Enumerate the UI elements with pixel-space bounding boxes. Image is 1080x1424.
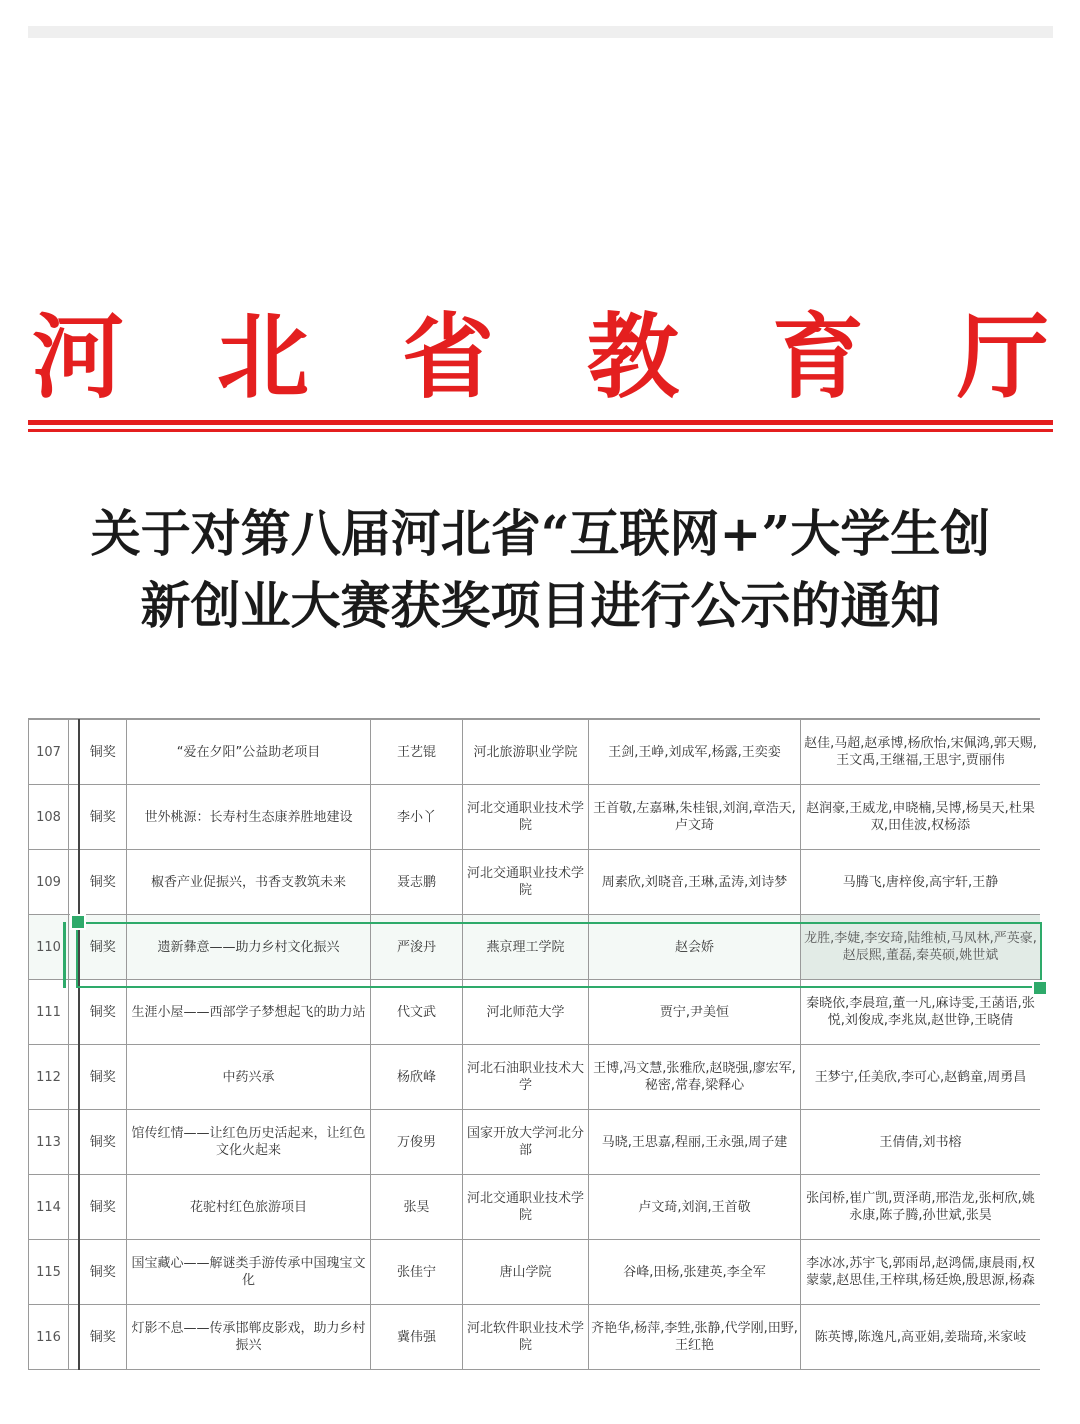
org-char: 省: [401, 303, 494, 411]
award-cell[interactable]: 铜奖: [79, 1045, 127, 1110]
project-cell[interactable]: 生涯小屋——西部学子梦想起飞的助力站: [127, 980, 371, 1045]
members-cell[interactable]: 张闰桥,崔广凯,贾泽萌,邢浩龙,张柯欣,姚永康,陈子腾,孙世斌,张昊: [801, 1175, 1041, 1240]
row-number[interactable]: 109: [29, 850, 69, 915]
table-row[interactable]: [29, 850, 1041, 915]
notice-title-line-1: 关于对第八届河北省“互联网+”大学生创: [90, 504, 991, 563]
row-selection-marker: [63, 922, 66, 988]
advisors-cell[interactable]: 赵会娇: [589, 915, 801, 980]
table-row[interactable]: [29, 1045, 1041, 1110]
row-number[interactable]: 107: [29, 720, 69, 785]
advisors-cell[interactable]: 贾宁,尹美恒: [589, 980, 801, 1045]
gap-cell[interactable]: [69, 1175, 79, 1240]
table-row[interactable]: [29, 915, 1041, 980]
leader-cell[interactable]: 代文武: [371, 980, 463, 1045]
award-cell[interactable]: 铜奖: [79, 785, 127, 850]
school-cell[interactable]: 国家开放大学河北分部: [463, 1110, 589, 1175]
org-char: 育: [771, 303, 864, 411]
org-char: 教: [586, 303, 679, 411]
leader-cell[interactable]: 杨欣峰: [371, 1045, 463, 1110]
school-cell[interactable]: 唐山学院: [463, 1240, 589, 1305]
school-cell[interactable]: 河北旅游职业学院: [463, 720, 589, 785]
advisors-cell[interactable]: 王剑,王峥,刘成军,杨露,王奕娈: [589, 720, 801, 785]
members-cell[interactable]: 赵佳,马超,赵承博,杨欣怡,宋佩鸿,郭天赐,王文禹,王继福,王思宇,贾丽伟: [801, 720, 1041, 785]
row-number[interactable]: 116: [29, 1305, 69, 1370]
project-cell[interactable]: 灯影不息——传承邯郸皮影戏，助力乡村振兴: [127, 1305, 371, 1370]
top-status-bar: [28, 26, 1053, 38]
table-row[interactable]: [29, 1110, 1041, 1175]
gap-cell[interactable]: [69, 785, 79, 850]
school-cell[interactable]: 河北交通职业技术学院: [463, 785, 589, 850]
row-number[interactable]: 112: [29, 1045, 69, 1110]
awards-table: [28, 719, 1040, 1370]
school-cell[interactable]: 河北交通职业技术学院: [463, 850, 589, 915]
advisors-cell[interactable]: 卢文琦,刘润,王首敬: [589, 1175, 801, 1240]
award-cell[interactable]: 铜奖: [79, 720, 127, 785]
members-cell[interactable]: 王梦宁,任美欣,李可心,赵鹤童,周勇昌: [801, 1045, 1041, 1110]
notice-title: [28, 498, 1053, 642]
members-cell[interactable]: 马腾飞,唐梓俊,高宇轩,王静: [801, 850, 1041, 915]
project-cell[interactable]: 椒香产业促振兴，书香支教筑未来: [127, 850, 371, 915]
award-cell[interactable]: 铜奖: [79, 1175, 127, 1240]
project-cell[interactable]: “爱在夕阳”公益助老项目: [127, 720, 371, 785]
advisors-cell[interactable]: 周素欣,刘晓音,王琳,孟涛,刘诗梦: [589, 850, 801, 915]
table-row[interactable]: [29, 720, 1041, 785]
gap-cell[interactable]: [69, 1045, 79, 1110]
members-cell[interactable]: 秦晓依,李晨瑄,董一凡,麻诗雯,王菡语,张悦,刘俊成,李兆岚,赵世铮,王晓倩: [801, 980, 1041, 1045]
project-cell[interactable]: 遗新彝意——助力乡村文化振兴: [127, 915, 371, 980]
award-cell[interactable]: 铜奖: [79, 1305, 127, 1370]
row-number[interactable]: 115: [29, 1240, 69, 1305]
members-cell[interactable]: 陈英博,陈逸凡,高亚娟,姜瑞琦,米家岐: [801, 1305, 1041, 1370]
org-char: 北: [216, 303, 309, 411]
gap-cell[interactable]: [69, 1240, 79, 1305]
spreadsheet[interactable]: [28, 718, 1040, 1399]
advisors-cell[interactable]: 马晓,王思嘉,程丽,王永强,周子建: [589, 1110, 801, 1175]
award-cell[interactable]: 铜奖: [79, 1110, 127, 1175]
members-cell[interactable]: 赵润豪,王威龙,申晓楠,吴博,杨昊天,杜果双,田佳波,权杨添: [801, 785, 1041, 850]
advisors-cell[interactable]: 谷峰,田杨,张建英,李全军: [589, 1240, 801, 1305]
notice-title-line-2: 新创业大赛获奖项目进行公示的通知: [140, 576, 941, 635]
award-cell[interactable]: 铜奖: [79, 980, 127, 1045]
members-cell[interactable]: 李冰冰,苏宇飞,郭雨昂,赵鸿儒,康晨雨,权蒙蒙,赵思佳,王梓琪,杨廷焕,殷思源,杨森: [801, 1240, 1041, 1305]
members-cell[interactable]: 王倩倩,刘书榕: [801, 1110, 1041, 1175]
selection-handle-start[interactable]: [70, 914, 86, 930]
gap-cell[interactable]: [69, 980, 79, 1045]
row-number[interactable]: 114: [29, 1175, 69, 1240]
row-number[interactable]: 110: [29, 915, 69, 980]
table-body: [29, 720, 1041, 1370]
project-cell[interactable]: 中药兴承: [127, 1045, 371, 1110]
org-title: [28, 300, 1053, 411]
advisors-cell[interactable]: 王博,冯文慧,张雅欣,赵晓强,廖宏军,秘密,常春,梁释心: [589, 1045, 801, 1110]
school-cell[interactable]: 燕京理工学院: [463, 915, 589, 980]
project-cell[interactable]: 馆传红情——让红色历史活起来，让红色文化火起来: [127, 1110, 371, 1175]
school-cell[interactable]: 河北交通职业技术学院: [463, 1175, 589, 1240]
award-cell[interactable]: 铜奖: [79, 1240, 127, 1305]
table-row[interactable]: [29, 980, 1041, 1045]
leader-cell[interactable]: 严浚丹: [371, 915, 463, 980]
leader-cell[interactable]: 王艺锟: [371, 720, 463, 785]
table-row[interactable]: [29, 1175, 1041, 1240]
gap-cell[interactable]: [69, 720, 79, 785]
red-divider-thin: [28, 429, 1053, 432]
project-cell[interactable]: 花驼村红色旅游项目: [127, 1175, 371, 1240]
row-number[interactable]: 108: [29, 785, 69, 850]
table-row[interactable]: [29, 785, 1041, 850]
row-number[interactable]: 111: [29, 980, 69, 1045]
advisors-cell[interactable]: 齐艳华,杨萍,李甡,张静,代学刚,田野,王红艳: [589, 1305, 801, 1370]
table-row[interactable]: [29, 1305, 1041, 1370]
school-cell[interactable]: 河北石油职业技术大学: [463, 1045, 589, 1110]
gap-cell[interactable]: [69, 1110, 79, 1175]
red-divider: [28, 420, 1053, 425]
leader-cell[interactable]: 张佳宁: [371, 1240, 463, 1305]
selection-handle-end[interactable]: [1032, 980, 1048, 996]
leader-cell[interactable]: 万俊男: [371, 1110, 463, 1175]
row-number[interactable]: 113: [29, 1110, 69, 1175]
org-char: 厅: [956, 303, 1049, 411]
award-cell[interactable]: 铜奖: [79, 850, 127, 915]
leader-cell[interactable]: 张昊: [371, 1175, 463, 1240]
advisors-cell[interactable]: 王首敬,左嘉琳,朱桂银,刘润,章浩天,卢文琦: [589, 785, 801, 850]
members-cell[interactable]: 龙胜,李婕,李安琦,陆维桢,马凤林,严英豪,赵辰熙,董磊,秦英硕,姚世斌: [801, 915, 1041, 980]
org-char: 河: [31, 303, 124, 411]
school-cell[interactable]: 河北软件职业技术学院: [463, 1305, 589, 1370]
school-cell[interactable]: 河北师范大学: [463, 980, 589, 1045]
leader-cell[interactable]: 冀伟强: [371, 1305, 463, 1370]
award-cell[interactable]: 铜奖: [79, 915, 127, 980]
gap-cell[interactable]: [69, 850, 79, 915]
table-row[interactable]: [29, 1240, 1041, 1305]
project-cell[interactable]: 国宝藏心——解谜类手游传承中国瑰宝文化: [127, 1240, 371, 1305]
gap-cell[interactable]: [69, 1305, 79, 1370]
project-cell[interactable]: 世外桃源：长寿村生态康养胜地建设: [127, 785, 371, 850]
leader-cell[interactable]: 聂志鹏: [371, 850, 463, 915]
leader-cell[interactable]: 李小丫: [371, 785, 463, 850]
